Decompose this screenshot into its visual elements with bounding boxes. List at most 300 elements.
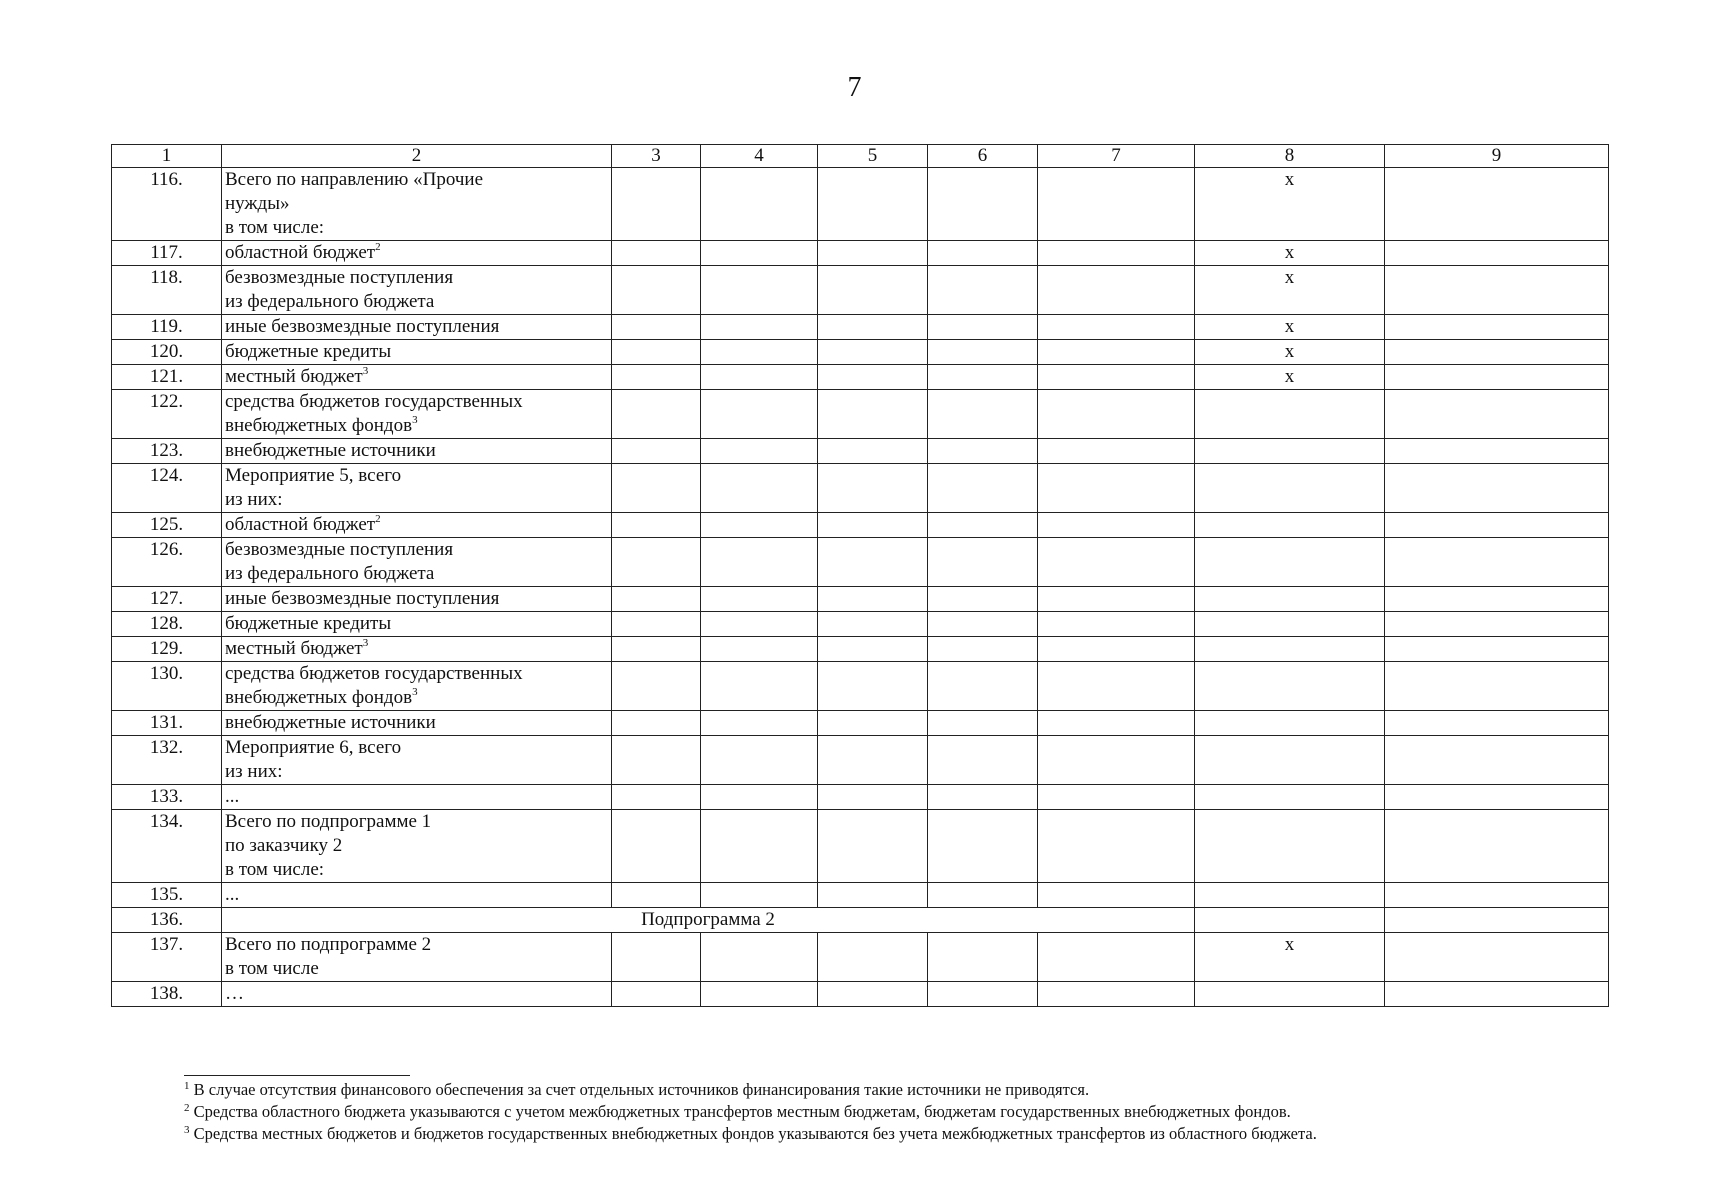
row-number: 134. (112, 810, 222, 883)
empty-cell (1385, 168, 1609, 241)
row-label-line (225, 883, 609, 907)
column-8-cell (1195, 513, 1385, 538)
table-row (112, 587, 1609, 612)
empty-cell (928, 513, 1038, 538)
row-label-line (225, 587, 609, 611)
empty-cell (1385, 933, 1609, 982)
row-label-line (225, 241, 609, 265)
row-label-text: в том числе: (225, 859, 325, 880)
row-label (222, 662, 612, 711)
empty-cell (1038, 810, 1195, 883)
column-header-row (112, 145, 1609, 168)
empty-cell (1385, 908, 1609, 933)
table-row (112, 340, 1609, 365)
empty-cell (1385, 736, 1609, 785)
row-label-text: нужды» (225, 193, 290, 214)
row-number: 128. (112, 612, 222, 637)
empty-cell (818, 637, 928, 662)
empty-cell (818, 883, 928, 908)
row-label (222, 464, 612, 513)
empty-cell (1038, 168, 1195, 241)
row-label-text: бюджетные кредиты (225, 613, 392, 634)
empty-cell (612, 736, 701, 785)
table-row (112, 810, 1609, 883)
empty-cell (701, 982, 818, 1007)
row-label-text: из них: (225, 761, 283, 782)
column-header: 9 (1385, 145, 1609, 168)
empty-cell (1385, 390, 1609, 439)
table-row (112, 241, 1609, 266)
row-label-line (225, 834, 609, 858)
empty-cell (1385, 587, 1609, 612)
empty-cell (818, 464, 928, 513)
empty-cell (818, 365, 928, 390)
empty-cell (612, 340, 701, 365)
row-label (222, 587, 612, 612)
empty-cell (928, 662, 1038, 711)
row-label-line (225, 810, 609, 834)
empty-cell (928, 266, 1038, 315)
footnote (184, 1079, 1604, 1101)
empty-cell (1038, 439, 1195, 464)
table-row (112, 711, 1609, 736)
column-8-cell (1195, 538, 1385, 587)
column-8-cell (1195, 612, 1385, 637)
empty-cell (1385, 785, 1609, 810)
table-row (112, 390, 1609, 439)
empty-cell (612, 464, 701, 513)
row-label-line (225, 488, 609, 512)
table-row (112, 266, 1609, 315)
row-label-line (225, 760, 609, 784)
row-label-text: в том числе: (225, 217, 325, 238)
empty-cell (1385, 711, 1609, 736)
empty-cell (701, 340, 818, 365)
empty-cell (928, 439, 1038, 464)
table-row (112, 982, 1609, 1007)
row-number: 118. (112, 266, 222, 315)
empty-cell (1385, 464, 1609, 513)
row-label-line (225, 315, 609, 339)
row-label-line (225, 686, 609, 710)
footnote-text: В случае отсутствия финансового обеспечения за счет отдельных источников финансирования такие источники не приводятся. (189, 1080, 1090, 1099)
empty-cell (818, 266, 928, 315)
footnote (184, 1101, 1604, 1123)
row-number: 125. (112, 513, 222, 538)
row-number: 116. (112, 168, 222, 241)
row-label-line (225, 637, 609, 661)
row-label-text: безвозмездные поступления (225, 539, 454, 560)
row-label (222, 883, 612, 908)
row-label-text: из федерального бюджета (225, 563, 435, 584)
column-8-cell (1195, 464, 1385, 513)
column-8-cell: x (1195, 933, 1385, 982)
empty-cell (1385, 810, 1609, 883)
row-label (222, 241, 612, 266)
empty-cell (1385, 365, 1609, 390)
row-label-text: … (225, 983, 244, 1004)
empty-cell (1385, 612, 1609, 637)
footnote-ref: 3 (412, 686, 418, 698)
empty-cell (818, 538, 928, 587)
empty-cell (928, 810, 1038, 883)
empty-cell (818, 933, 928, 982)
empty-cell (1038, 612, 1195, 637)
row-number: 124. (112, 464, 222, 513)
row-label (222, 933, 612, 982)
table-row (112, 908, 1609, 933)
empty-cell (701, 241, 818, 266)
empty-cell (701, 464, 818, 513)
empty-cell (612, 266, 701, 315)
empty-cell (1385, 538, 1609, 587)
empty-cell (928, 390, 1038, 439)
empty-cell (818, 513, 928, 538)
row-label-text: иные безвозмездные поступления (225, 316, 500, 337)
empty-cell (1385, 662, 1609, 711)
table-row (112, 662, 1609, 711)
table-row (112, 365, 1609, 390)
row-number: 120. (112, 340, 222, 365)
empty-cell (928, 315, 1038, 340)
empty-cell (1038, 711, 1195, 736)
table-row (112, 439, 1609, 464)
column-header: 5 (818, 145, 928, 168)
empty-cell (701, 315, 818, 340)
empty-cell (818, 439, 928, 464)
row-label-text: Мероприятие 5, всего (225, 465, 402, 486)
empty-cell (818, 168, 928, 241)
row-label (222, 266, 612, 315)
table-row (112, 612, 1609, 637)
row-label-line (225, 414, 609, 438)
empty-cell (1385, 637, 1609, 662)
empty-cell (818, 390, 928, 439)
footnote-text: Средства областного бюджета указываются с учетом межбюджетных трансфертов местным бюджетам, бюджетам государственных внебюджетных фондов. (189, 1102, 1291, 1121)
row-number: 130. (112, 662, 222, 711)
row-label (222, 168, 612, 241)
column-8-cell (1195, 390, 1385, 439)
empty-cell (701, 390, 818, 439)
empty-cell (1385, 982, 1609, 1007)
column-header: 3 (612, 145, 701, 168)
table-row (112, 736, 1609, 785)
row-label-line (225, 266, 609, 290)
row-label (222, 390, 612, 439)
row-label-text: внебюджетных фондов (225, 415, 413, 436)
empty-cell (818, 736, 928, 785)
table-row (112, 785, 1609, 810)
row-number: 117. (112, 241, 222, 266)
row-label-line (225, 957, 609, 981)
row-label (222, 982, 612, 1007)
row-label-line (225, 390, 609, 414)
empty-cell (1385, 883, 1609, 908)
empty-cell (612, 365, 701, 390)
footnote-text: Средства местных бюджетов и бюджетов государственных внебюджетных фондов указываются без учета межбюджетных трансфертов из областного бюджета. (189, 1124, 1317, 1143)
empty-cell (612, 587, 701, 612)
column-8-cell: x (1195, 168, 1385, 241)
empty-cell (928, 241, 1038, 266)
footnote-ref: 2 (375, 513, 381, 525)
empty-cell (1385, 439, 1609, 464)
row-label-text: по заказчику 2 (225, 835, 343, 856)
row-label-text: ... (225, 884, 240, 905)
empty-cell (818, 982, 928, 1007)
row-number: 129. (112, 637, 222, 662)
column-header: 1 (112, 145, 222, 168)
row-label-line (225, 290, 609, 314)
row-label (222, 365, 612, 390)
empty-cell (818, 241, 928, 266)
row-label-line (225, 168, 609, 192)
column-8-cell: x (1195, 365, 1385, 390)
empty-cell (701, 266, 818, 315)
empty-cell (612, 637, 701, 662)
table-row (112, 883, 1609, 908)
empty-cell (701, 711, 818, 736)
empty-cell (1038, 365, 1195, 390)
empty-cell (701, 612, 818, 637)
footnote-ref: 2 (375, 241, 381, 253)
row-label (222, 513, 612, 538)
empty-cell (1038, 982, 1195, 1007)
footnote-mark: 2 (184, 1102, 190, 1114)
row-label-text: местный бюджет (225, 366, 363, 387)
row-label-text: Всего по подпрограмме 2 (225, 934, 432, 955)
empty-cell (701, 587, 818, 612)
empty-cell (818, 810, 928, 883)
empty-cell (928, 365, 1038, 390)
row-label-line (225, 538, 609, 562)
empty-cell (928, 464, 1038, 513)
column-8-cell (1195, 439, 1385, 464)
empty-cell (928, 711, 1038, 736)
column-8-cell: x (1195, 266, 1385, 315)
column-8-cell (1195, 810, 1385, 883)
empty-cell (1385, 266, 1609, 315)
column-8-cell: x (1195, 340, 1385, 365)
empty-cell (1038, 513, 1195, 538)
row-label-text: областной бюджет (225, 514, 376, 535)
row-label-line (225, 192, 609, 216)
column-header: 6 (928, 145, 1038, 168)
empty-cell (701, 538, 818, 587)
row-label (222, 612, 612, 637)
empty-cell (1038, 736, 1195, 785)
row-number: 119. (112, 315, 222, 340)
empty-cell (612, 982, 701, 1007)
empty-cell (612, 810, 701, 883)
empty-cell (701, 439, 818, 464)
empty-cell (1385, 513, 1609, 538)
empty-cell (928, 785, 1038, 810)
empty-cell (928, 736, 1038, 785)
empty-cell (612, 612, 701, 637)
empty-cell (928, 587, 1038, 612)
empty-cell (701, 365, 818, 390)
row-label (222, 810, 612, 883)
empty-cell (612, 933, 701, 982)
empty-cell (1038, 390, 1195, 439)
empty-cell (818, 662, 928, 711)
footnote-ref: 3 (412, 414, 418, 426)
empty-cell (1038, 241, 1195, 266)
row-label-text: внебюджетные источники (225, 712, 436, 733)
table-row (112, 538, 1609, 587)
row-label-text: бюджетные кредиты (225, 341, 392, 362)
row-label-line (225, 982, 609, 1006)
empty-cell (928, 982, 1038, 1007)
empty-cell (612, 513, 701, 538)
table-row (112, 315, 1609, 340)
empty-cell (701, 785, 818, 810)
row-label-line (225, 711, 609, 735)
empty-cell (818, 587, 928, 612)
row-number: 123. (112, 439, 222, 464)
row-label-text: средства бюджетов государственных (225, 391, 523, 412)
column-8-cell: x (1195, 241, 1385, 266)
column-8-cell: x (1195, 315, 1385, 340)
empty-cell (701, 736, 818, 785)
empty-cell (1385, 241, 1609, 266)
row-label (222, 340, 612, 365)
empty-cell (1038, 883, 1195, 908)
row-label (222, 785, 612, 810)
empty-cell (612, 538, 701, 587)
table-row (112, 933, 1609, 982)
empty-cell (1038, 587, 1195, 612)
column-header: 7 (1038, 145, 1195, 168)
row-label-line (225, 562, 609, 586)
row-label-text: областной бюджет (225, 242, 376, 263)
empty-cell (612, 241, 701, 266)
table-row (112, 513, 1609, 538)
row-label-line (225, 365, 609, 389)
empty-cell (928, 538, 1038, 587)
page-number: 7 (847, 72, 862, 103)
row-label-text: безвозмездные поступления (225, 267, 454, 288)
empty-cell (701, 168, 818, 241)
row-label-text: из них: (225, 489, 283, 510)
empty-cell (1385, 315, 1609, 340)
footnotes (184, 1075, 1604, 1145)
row-label-line (225, 513, 609, 537)
row-label-line (225, 216, 609, 240)
empty-cell (928, 933, 1038, 982)
footnote-ref: 3 (362, 637, 369, 649)
empty-cell (928, 612, 1038, 637)
empty-cell (1038, 637, 1195, 662)
empty-cell (1385, 340, 1609, 365)
empty-cell (612, 785, 701, 810)
empty-cell (612, 711, 701, 736)
empty-cell (818, 785, 928, 810)
empty-cell (701, 810, 818, 883)
row-label-line (225, 439, 609, 463)
column-8-cell (1195, 711, 1385, 736)
empty-cell (701, 883, 818, 908)
row-label-text: средства бюджетов государственных (225, 663, 523, 684)
row-label (222, 538, 612, 587)
row-label (222, 736, 612, 785)
empty-cell (928, 168, 1038, 241)
column-8-cell (1195, 637, 1385, 662)
row-label-text: Мероприятие 6, всего (225, 737, 402, 758)
row-number: 126. (112, 538, 222, 587)
empty-cell (1038, 933, 1195, 982)
row-label-line (225, 662, 609, 686)
empty-cell (1038, 315, 1195, 340)
empty-cell (1038, 538, 1195, 587)
empty-cell (612, 390, 701, 439)
empty-cell (928, 340, 1038, 365)
row-label (222, 315, 612, 340)
row-number: 138. (112, 982, 222, 1007)
row-number: 133. (112, 785, 222, 810)
column-8-cell (1195, 883, 1385, 908)
table-row (112, 464, 1609, 513)
row-number: 132. (112, 736, 222, 785)
column-8-cell (1195, 662, 1385, 711)
footnote-ref: 3 (362, 365, 369, 377)
row-label-text: Всего по направлению «Прочие (225, 169, 484, 190)
empty-cell (612, 315, 701, 340)
footnote-mark: 1 (184, 1080, 190, 1092)
row-label-line (225, 785, 609, 809)
empty-cell (1038, 340, 1195, 365)
row-label-text: из федерального бюджета (225, 291, 435, 312)
row-label-line (225, 858, 609, 882)
empty-cell (701, 933, 818, 982)
empty-cell (612, 439, 701, 464)
row-label-line (225, 464, 609, 488)
subprogram-heading: Подпрограмма 2 (222, 908, 1195, 933)
table-body (112, 168, 1609, 1007)
empty-cell (1038, 464, 1195, 513)
empty-cell (1038, 662, 1195, 711)
footnote (184, 1123, 1604, 1145)
empty-cell (701, 637, 818, 662)
row-number: 127. (112, 587, 222, 612)
row-label (222, 439, 612, 464)
row-label-line (225, 340, 609, 364)
row-label-line (225, 736, 609, 760)
footnote-separator (184, 1075, 410, 1076)
empty-cell (612, 883, 701, 908)
column-8-cell (1195, 982, 1385, 1007)
row-number: 121. (112, 365, 222, 390)
empty-cell (701, 662, 818, 711)
empty-cell (1038, 785, 1195, 810)
row-label-text: ... (225, 786, 240, 807)
empty-cell (818, 340, 928, 365)
row-number: 136. (112, 908, 222, 933)
row-number: 137. (112, 933, 222, 982)
row-label-line (225, 933, 609, 957)
row-label-text: в том числе (225, 958, 319, 979)
column-header: 8 (1195, 145, 1385, 168)
row-label-text: иные безвозмездные поступления (225, 588, 500, 609)
row-label-text: внебюджетных фондов (225, 687, 413, 708)
row-label-text: Всего по подпрограмме 1 (225, 811, 432, 832)
row-label-text: местный бюджет (225, 638, 363, 659)
row-label-line (225, 612, 609, 636)
column-header: 4 (701, 145, 818, 168)
column-8-cell (1195, 785, 1385, 810)
column-header: 2 (222, 145, 612, 168)
row-number: 135. (112, 883, 222, 908)
